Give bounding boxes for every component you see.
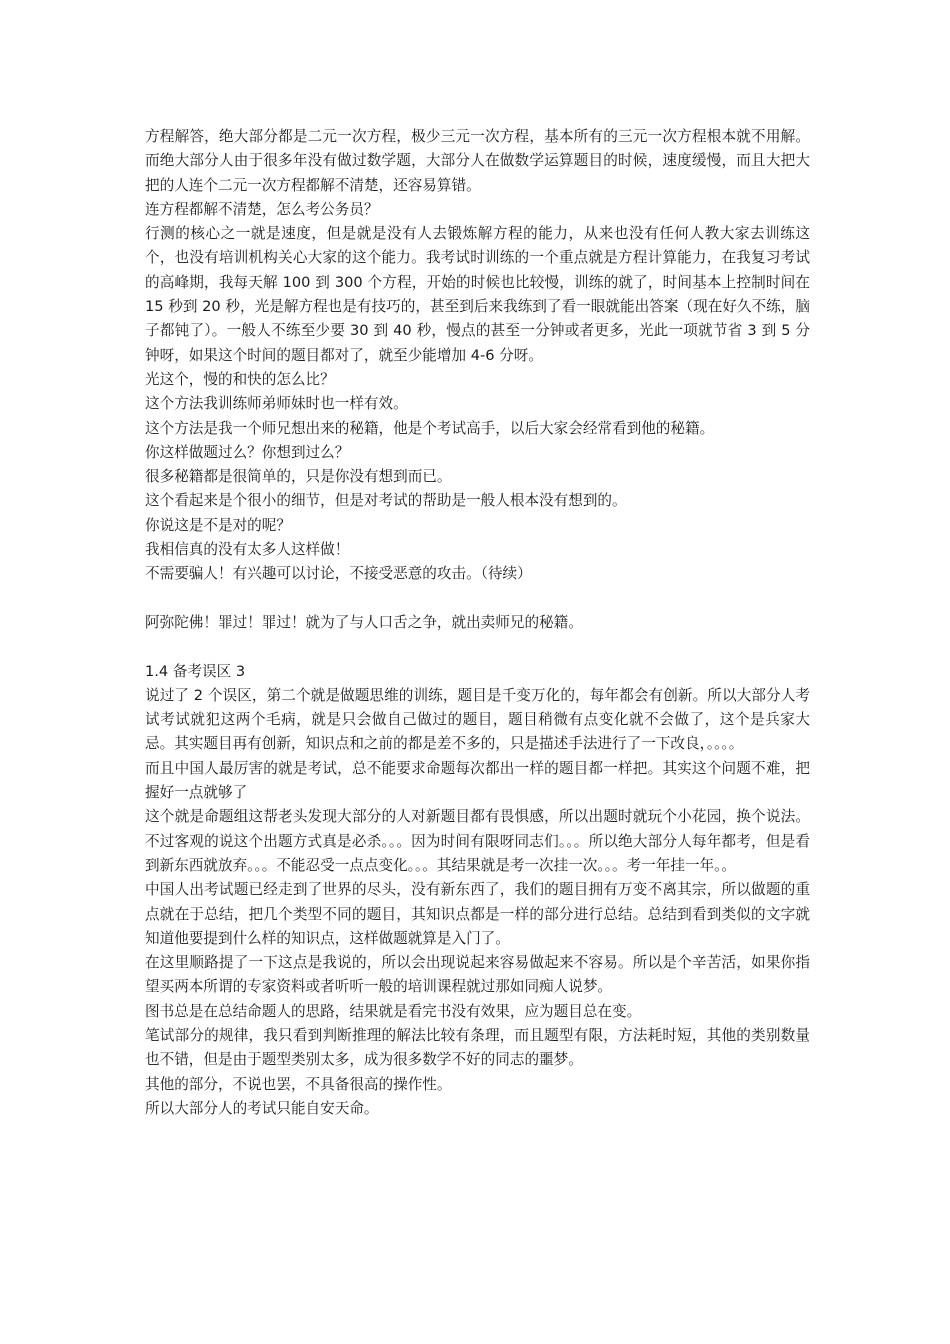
section-heading: 1.4 备考误区 3 — [145, 662, 246, 680]
paragraph-simple-secrets: 很多秘籍都是很简单的，只是你没有想到而已。 — [145, 468, 452, 486]
blank-line — [145, 587, 810, 611]
paragraph-have-you: 你这样做题过么？你想到过么？ — [145, 443, 350, 461]
paragraph-written-test: 笔试部分的规律，我只看到判断推理的解法比较有条理，而且题型有限，方法耗时短，其他的类别数量也不错，但是由于题型类别太多，成为很多数学不好的同志的噩梦。 — [145, 1026, 810, 1069]
paragraph-other-parts: 其他的部分，不说也罢，不具备很高的操作性。 — [145, 1075, 452, 1093]
paragraph-summarize: 中国人出考试题已经走到了世界的尽头，没有新东西了，我们的题目拥有万变不离其宗，所以做题的重点就在于总结，把几个类型不同的题目，其知识点都是一样的部分进行总结。总结到看到类似的文字就知道他要提到什么样的知识点，这样做题就算是入门了。 — [145, 881, 810, 947]
paragraph-books: 图书总是在总结命题人的思路，结果就是看完书没有效果，应为题目总在变。 — [145, 1002, 642, 1020]
paragraph-hard-work: 在这里顺路提了一下这点是我说的，所以会出现说起来容易做起来不容易。所以是个辛苦活，如果你指望买两本所谓的专家资料或者听听一般的培训课程就过那如同痴人说梦。 — [145, 954, 810, 996]
paragraph-question-equations: 连方程都解不清楚，怎么考公务员？ — [145, 200, 379, 218]
paragraph-believe: 我相信真的没有太多人这样做！ — [145, 541, 350, 559]
paragraph-is-it-right: 你说这是不是对的呢？ — [145, 516, 291, 534]
paragraph-secret-source: 这个方法是我一个师兄想出来的秘籍，他是个考试高手，以后大家会经常看到他的秘籍。 — [145, 419, 715, 437]
paragraph-to-be-continued: 不需要骗人！有兴趣可以讨论，不接受恶意的攻击。（待续） — [145, 565, 532, 583]
paragraph-exam-skill: 而且中国人最厉害的就是考试，总不能要求命题每次都出一样的题目都一样把。其实这个问题不难，把握好一点就够了 — [145, 759, 810, 802]
paragraph-method-effective: 这个方法我训练师弟师妹时也一样有效。 — [145, 395, 408, 413]
paragraph-question-group: 这个就是命题组这帮老头发现大部分的人对新题目都有畏惧感，所以出题时就玩个小花园，换个说法。不过客观的说这个出题方式真是必杀。。。因为时间有限呀同志们。。。所以绝大部分人每年都考，但是看到新东西就放弃。。。不能忍受一点点变化。。。其结果就是考一次挂一次。。。考一年挂一年。。 — [145, 808, 810, 874]
document-page — [145, 125, 810, 1121]
paragraph-fate: 所以大部分人的考试只能自安天命。 — [145, 1099, 379, 1117]
paragraph-compare: 光这个，慢的和快的怎么比？ — [145, 370, 335, 388]
paragraph-amitabha: 阿弥陀佛！罪过！罪过！就为了与人口舌之争，就出卖师兄的秘籍。 — [145, 613, 583, 631]
paragraph-two-mistakes: 说过了 2 个误区，第二个就是做题思维的训练，题目是千变万化的，每年都会有创新。所以大部分人考试考试就犯这两个毛病，就是只会做自己做过的题目，题目稍微有点变化就不会做了，这个是兵家大忌。其实题目再有创新，知识点和之前的都是差不多的，只是描述手法进行了一下改良，。。。。 — [145, 686, 810, 753]
paragraph-equation-intro: 方程解答，绝大部分都是二元一次方程，极少三元一次方程，基本所有的三元一次方程根本就不用解。而绝大部分人由于很多年没有做过数学题，大部分人在做数学运算题目的时候，速度缓慢，而且大把大把的人连个二元一次方程都解不清楚，还容易算错。 — [145, 128, 810, 194]
blank-line — [145, 635, 810, 659]
paragraph-small-detail: 这个看起来是个很小的细节，但是对考试的帮助是一般人根本没有想到的。 — [145, 492, 627, 510]
paragraph-speed-core: 行测的核心之一就是速度，但是就是没有人去锻炼解方程的能力，从来也没有任何人教大家去训练这个，也没有培训机构关心大家的这个能力。我考试时训练的一个重点就是方程计算能力，在我复习考试的高峰期，我每天解 100 到 300 个方程，开始的时候也比较慢，训练的就了，时间基本上控制时间在 15 秒到 20 秒，光是解方程也是有技巧的，甚至到后来我练到了看一眼就能出答案（现在好久不练，脑子都钝了）。一般人不练至少要 30 到 40 秒，慢点的甚至一分钟或者更多，光此一项就节省 3 到 5 分钟呀，如果这个时间的题目都对了，就至少能增加 4-6 分呀。 — [145, 225, 810, 364]
